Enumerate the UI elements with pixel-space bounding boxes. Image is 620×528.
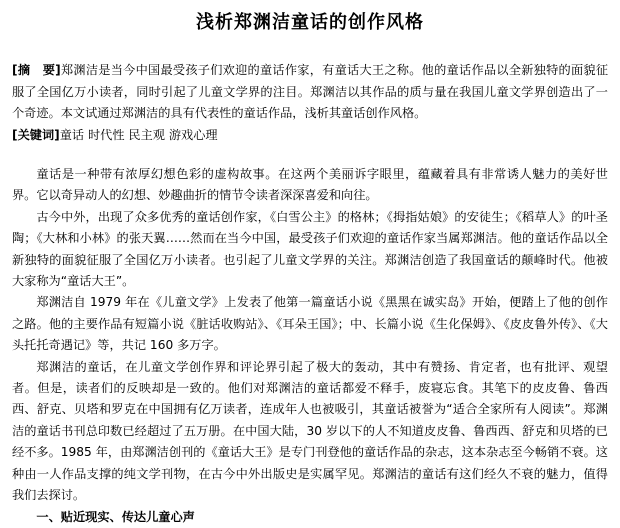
abstract bbox=[12, 60, 608, 125]
paragraph-1: 童话是一种带有浓厚幻想色彩的虚构故事。在这两个美丽诉字眼里，蕴藏着具有非常诱人魅力的美好世界。它以奇异动人的幻想、妙趣曲折的情节令读者深深喜爱和向往。 bbox=[12, 167, 608, 203]
keywords-text: 童话 时代性 民主观 游戏心理 bbox=[59, 127, 218, 142]
paragraph-4: 郑渊洁的童话，在儿童文学创作界和评论界引起了极大的轰动，其中有赞扬、肯定者，也有批评、观望者。但是，读者们的反映却是一致的。他们对郑渊洁的童话都爱不释手，废寝忘食。其笔下的皮皮鲁、鲁西西、舒克、贝塔和罗克在中国拥有亿万读者，连成年人也被吸引，其童话被誉为“适合全家所有人阅读”。郑渊洁的童话书刊总印数已经超过了五万册。在中国大陆，30 岁以下的人不知道皮皮鲁、鲁西西、舒克和贝塔的已经不多。1985 年，由郑渊洁创刊的《童话大王》是专门刊登他的童话作品的杂志，这本杂志至今畅销不衰。这种由一人作品支撑的纯文学刊物，在古今中外出版史是实属罕见。郑渊洁的童话有这们经久不衰的魅力，值得我们去探讨。 bbox=[12, 359, 608, 503]
abstract-text: 郑渊洁是当今中国最受孩子们欢迎的童话作家，有童话大王之称。他的童话作品以全新独特的面貌征服了全国亿万小读者，同时引起了儿童文学界的注目。郑渊洁以其作品的质与量在我国儿童文学界创造出了一个奇迹。本文试通过郑渊洁的具有代表性的童话作品，浅析其童话创作风格。 bbox=[12, 63, 609, 120]
keywords-label: [关键词] bbox=[12, 127, 60, 142]
paragraph-3: 郑渊洁自 1979 年在《儿童文学》上发表了他第一篇童话小说《黑黑在诚实岛》开始，便踏上了他的创作之路。他的主要作品有短篇小说《脏话收购站》、《耳朵王国》；中、长篇小说《生化保姆》、《皮皮鲁外传》、《大头托托奇遇记》等，共记 160 多万字。 bbox=[12, 295, 608, 353]
paragraph-2: 古今中外，出现了众多优秀的童话创作家，《白雪公主》的格林；《拇指姑娘》的安徒生；《稻草人》的叶圣陶；《大林和小林》的张天翼……然而在当今中国，最受孩子们欢迎的童话作家当属郑渊洁。他的童话作品以全新独特的面貌征服了全国亿万小读者。也引起了儿童文学界的关注。郑渊洁创造了我国童话的颠峰时代。他被大家称为“童话大王”。 bbox=[12, 209, 608, 289]
paper-title: 浅析郑渊洁童话的创作风格 bbox=[196, 12, 424, 33]
keywords bbox=[12, 125, 608, 147]
abstract-label: [摘 要] bbox=[12, 63, 61, 77]
body-text bbox=[12, 164, 608, 528]
section-heading: 一、贴近现实、传达儿童心声 bbox=[36, 509, 195, 524]
